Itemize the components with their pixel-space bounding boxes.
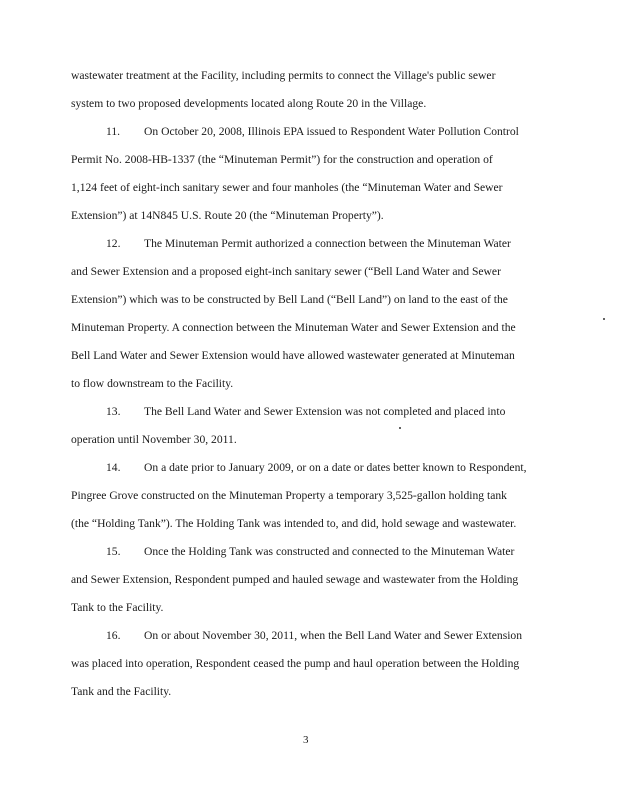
paragraph-11-number: 11. bbox=[106, 125, 121, 138]
paragraph-14-line: Pingree Grove constructed on the Minuteman Property a temporary 3,525-gallon holding tank bbox=[71, 489, 507, 502]
page-number: 3 bbox=[303, 734, 309, 746]
paragraph-15-number: 15. bbox=[106, 545, 121, 558]
paragraph-11-first-line: On October 20, 2008, Illinois EPA issued to Respondent Water Pollution Control bbox=[144, 125, 519, 138]
intro-line-2: system to two proposed developments located along Route 20 in the Village. bbox=[71, 97, 427, 110]
paragraph-11-line: 1,124 feet of eight-inch sanitary sewer and four manholes (the “Minuteman Water and Sewer bbox=[71, 181, 503, 194]
scan-speck bbox=[603, 318, 605, 320]
paragraph-12-line: Bell Land Water and Sewer Extension would have allowed wastewater generated at Minuteman bbox=[71, 349, 515, 362]
paragraph-14-first-line: On a date prior to January 2009, or on a date or dates better known to Respondent, bbox=[144, 461, 527, 474]
paragraph-14-number: 14. bbox=[106, 461, 121, 474]
paragraph-12-first-line: The Minuteman Permit authorized a connection between the Minuteman Water bbox=[144, 237, 511, 250]
paragraph-12-line: and Sewer Extension and a proposed eight-inch sanitary sewer (“Bell Land Water and Sewer bbox=[71, 265, 501, 278]
paragraph-16-number: 16. bbox=[106, 629, 121, 642]
paragraph-13-number: 13. bbox=[106, 405, 121, 418]
paragraph-11-line: Extension”) at 14N845 U.S. Route 20 (the “Minuteman Property”). bbox=[71, 209, 384, 222]
paragraph-16-line: was placed into operation, Respondent ceased the pump and haul operation between the Holding bbox=[71, 657, 520, 670]
intro-line-1: wastewater treatment at the Facility, including permits to connect the Village's public sewer bbox=[71, 69, 496, 82]
paragraph-13-first-line: The Bell Land Water and Sewer Extension was not completed and placed into bbox=[144, 405, 506, 418]
paragraph-12-line: Extension”) which was to be constructed by Bell Land (“Bell Land”) on land to the east of the bbox=[71, 293, 508, 306]
paragraph-12-line: Minuteman Property. A connection between the Minuteman Water and Sewer Extension and the bbox=[71, 321, 516, 334]
paragraph-16-first-line: On or about November 30, 2011, when the Bell Land Water and Sewer Extension bbox=[144, 629, 523, 642]
paragraph-14-line: (the “Holding Tank”). The Holding Tank was intended to, and did, hold sewage and wastewater. bbox=[71, 517, 517, 530]
paragraph-11-line: Permit No. 2008-HB-1337 (the “Minuteman Permit”) for the construction and operation of bbox=[71, 153, 493, 166]
scan-speck bbox=[399, 427, 401, 429]
paragraph-12-line: to flow downstream to the Facility. bbox=[71, 377, 234, 390]
paragraph-16-line: Tank and the Facility. bbox=[71, 685, 172, 698]
paragraph-15-line: and Sewer Extension, Respondent pumped and hauled sewage and wastewater from the Holding bbox=[71, 573, 519, 586]
paragraph-13-line: operation until November 30, 2011. bbox=[71, 433, 237, 446]
paragraph-12-number: 12. bbox=[106, 237, 121, 250]
paragraph-15-line: Tank to the Facility. bbox=[71, 601, 164, 614]
paragraph-15-first-line: Once the Holding Tank was constructed and connected to the Minuteman Water bbox=[144, 545, 515, 558]
